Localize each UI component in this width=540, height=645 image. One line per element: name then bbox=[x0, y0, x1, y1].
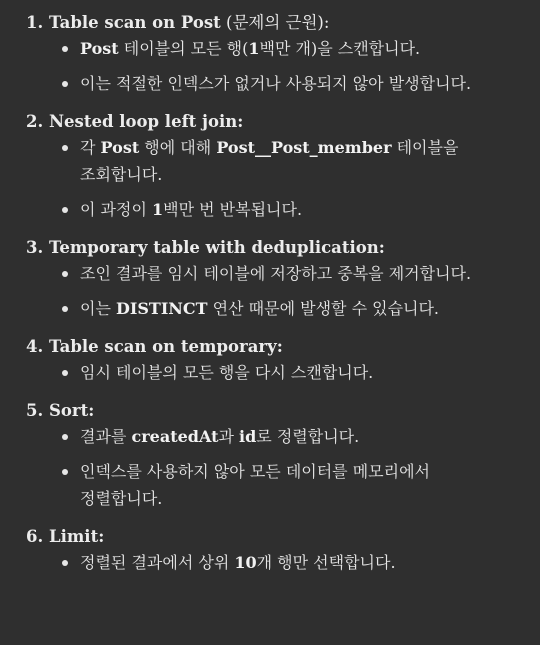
bullet-text: 조인 결과를 임시 테이블에 저장하고 중복을 제거합니다. bbox=[80, 264, 472, 283]
step-section-2 bbox=[26, 109, 512, 223]
step-bullet-list bbox=[26, 35, 512, 97]
bullet-dot-icon bbox=[62, 370, 68, 376]
bullet-dot-icon bbox=[62, 560, 68, 566]
bullet-text: 백만 번 반복됩니다. bbox=[163, 200, 303, 219]
bullet-text: 정렬된 결과에서 상위 bbox=[80, 553, 235, 572]
bullet-text: 이 과정이 bbox=[80, 200, 152, 219]
step-bullet-list bbox=[26, 549, 512, 576]
bullet-item bbox=[62, 196, 512, 223]
step-heading-title: 2. Nested loop left join: bbox=[26, 112, 244, 131]
step-heading-title: 4. Table scan on temporary: bbox=[26, 337, 283, 356]
step-heading-title: 6. Limit: bbox=[26, 527, 105, 546]
bullet-text: 백만 개)을 스캔합니다. bbox=[259, 39, 421, 58]
step-section-5 bbox=[26, 398, 512, 512]
bullet-text: 로 정렬합니다. bbox=[256, 427, 360, 446]
bullet-item bbox=[62, 134, 512, 188]
code-term: createdAt bbox=[131, 427, 219, 446]
code-term: Post__Post_member bbox=[216, 138, 392, 157]
bullet-item bbox=[62, 549, 512, 576]
step-heading bbox=[26, 398, 512, 423]
step-section-1 bbox=[26, 10, 512, 97]
step-heading bbox=[26, 109, 512, 134]
number-term: 1 bbox=[152, 200, 164, 219]
bullet-dot-icon bbox=[62, 207, 68, 213]
bullet-item bbox=[62, 458, 512, 512]
bullet-dot-icon bbox=[62, 306, 68, 312]
step-bullet-list bbox=[26, 260, 512, 322]
bullet-text: 임시 테이블의 모든 행을 다시 스캔합니다. bbox=[80, 363, 374, 382]
bullet-dot-icon bbox=[62, 81, 68, 87]
step-heading-title: 3. Temporary table with deduplication: bbox=[26, 238, 385, 257]
bullet-item bbox=[62, 359, 512, 386]
code-term: id bbox=[239, 427, 257, 446]
step-section-3 bbox=[26, 235, 512, 322]
bullet-text: 개 행만 선택합니다. bbox=[256, 553, 396, 572]
bullet-text: 테이블을 조회합니다. bbox=[80, 138, 459, 184]
step-heading bbox=[26, 524, 512, 549]
step-heading-title: 1. Table scan on Post bbox=[26, 13, 221, 32]
bullet-item bbox=[62, 295, 512, 322]
step-heading-note: (문제의 근원): bbox=[220, 13, 330, 32]
bullet-item bbox=[62, 35, 512, 62]
bullet-item bbox=[62, 423, 512, 450]
step-heading bbox=[26, 10, 512, 35]
bullet-item bbox=[62, 70, 512, 97]
step-bullet-list bbox=[26, 359, 512, 386]
bullet-text: 테이블의 모든 행( bbox=[118, 39, 249, 58]
step-bullet-list bbox=[26, 423, 512, 512]
bullet-dot-icon bbox=[62, 434, 68, 440]
bullet-text: 연산 때문에 발생할 수 있습니다. bbox=[207, 299, 440, 318]
bullet-text: 결과를 bbox=[80, 427, 132, 446]
bullet-dot-icon bbox=[62, 469, 68, 475]
number-term: 1 bbox=[248, 39, 260, 58]
step-section-6 bbox=[26, 524, 512, 576]
code-term: Post bbox=[80, 39, 119, 58]
bullet-text: 이는 bbox=[80, 299, 116, 318]
bullet-text: 인덱스를 사용하지 않아 모든 데이터를 메모리에서 정렬합니다. bbox=[80, 462, 431, 508]
bullet-dot-icon bbox=[62, 145, 68, 151]
code-term: DISTINCT bbox=[116, 299, 208, 318]
bullet-item bbox=[62, 260, 512, 287]
step-heading-title: 5. Sort: bbox=[26, 401, 95, 420]
bullet-dot-icon bbox=[62, 271, 68, 277]
step-section-4 bbox=[26, 334, 512, 386]
step-heading bbox=[26, 334, 512, 359]
bullet-text: 과 bbox=[218, 427, 240, 446]
bullet-text: 각 bbox=[80, 138, 101, 157]
code-term: Post bbox=[100, 138, 140, 157]
bullet-dot-icon bbox=[62, 46, 68, 52]
bullet-text: 행에 대해 bbox=[139, 138, 217, 157]
step-bullet-list bbox=[26, 134, 512, 223]
step-heading bbox=[26, 235, 512, 260]
bullet-text: 이는 적절한 인덱스가 없거나 사용되지 않아 발생합니다. bbox=[80, 74, 472, 93]
number-term: 10 bbox=[234, 553, 257, 572]
